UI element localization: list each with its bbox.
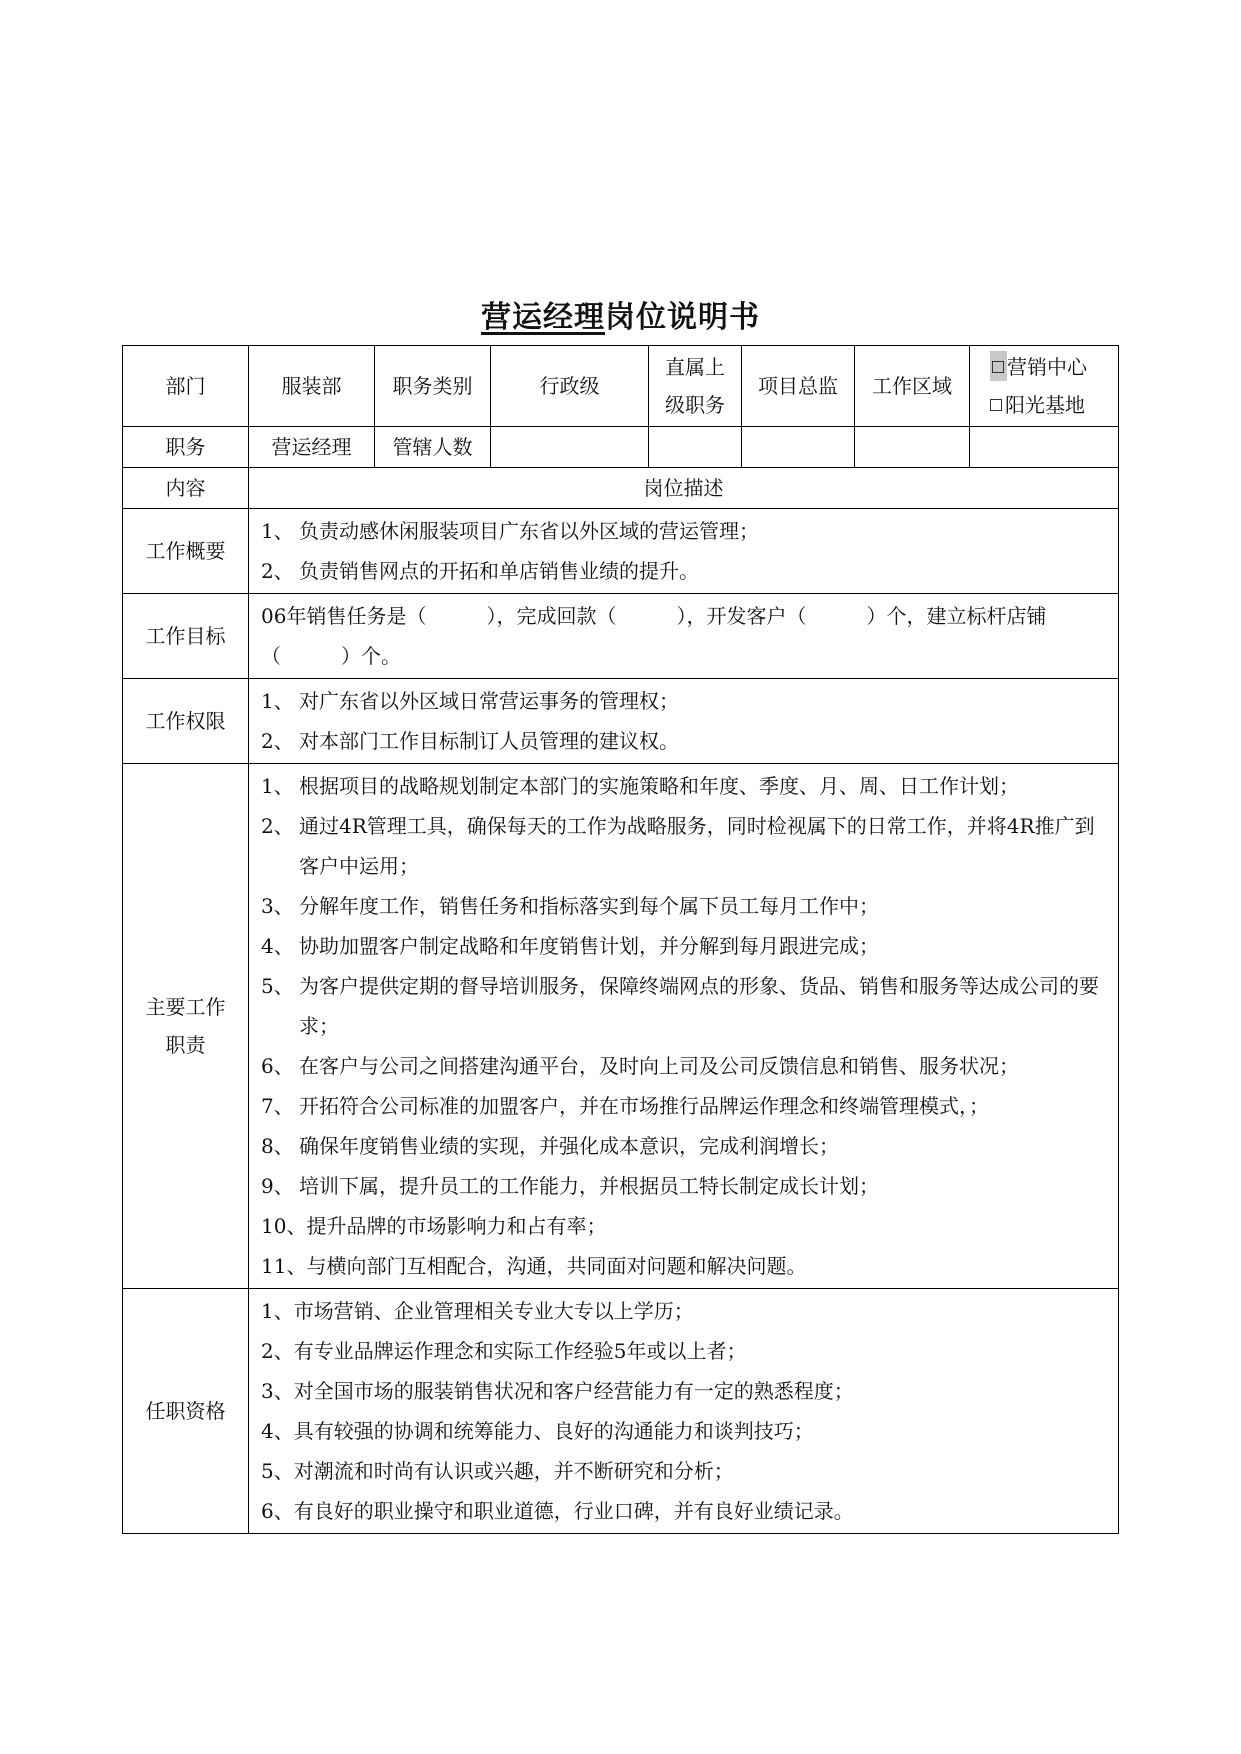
authority-content: [249, 679, 1119, 764]
qualifications-row: [123, 1289, 1119, 1534]
area-option-sunshine-base[interactable]: [990, 386, 1118, 424]
page-title: [0, 292, 1241, 336]
area-option1-label: 营销中心: [1007, 355, 1087, 379]
content-row: [123, 468, 1119, 509]
list-item: 3、对全国市场的服装销售状况和客户经营能力有一定的熟悉程度；: [261, 1379, 854, 1403]
list-item: [261, 886, 1106, 926]
item-text: 对本部门工作目标制订人员管理的建议权。: [299, 729, 679, 753]
title-underlined: 营运经理: [481, 300, 605, 335]
empty-cell: [970, 427, 1119, 468]
duties-label-line2: 职责: [165, 1033, 206, 1057]
dept-value: 服装部: [249, 346, 375, 427]
list-item: [261, 1126, 1106, 1166]
position-label: 职务: [123, 427, 249, 468]
duties-label: [123, 764, 249, 1289]
superior-label: [649, 346, 742, 427]
content-value: 岗位描述: [249, 468, 1119, 509]
item-number: 5、: [261, 974, 294, 998]
authority-label: 工作权限: [123, 679, 249, 764]
item-text: 为客户提供定期的督导培训服务，保障终端网点的形象、货品、销售和服务等达成公司的要求；: [299, 974, 1099, 1038]
item-number: 1、: [261, 519, 294, 543]
checkbox-icon[interactable]: [990, 399, 1002, 411]
category-label: 职务类别: [375, 346, 491, 427]
superior-value: 项目总监: [742, 346, 855, 427]
checkbox-icon[interactable]: [992, 361, 1004, 373]
headcount-value[interactable]: [491, 427, 649, 468]
duties-row: [123, 764, 1119, 1289]
empty-cell: [855, 427, 970, 468]
qualifications-content: [249, 1289, 1119, 1534]
area-option-marketing-center[interactable]: [990, 348, 1118, 386]
item-text: 协助加盟客户制定战略和年度销售计划，并分解到每月跟进完成；: [299, 934, 879, 958]
duties-content: [249, 764, 1119, 1289]
category-value: 行政级: [491, 346, 649, 427]
list-item: 2、有专业品牌运作理念和实际工作经验5年或以上者；: [261, 1339, 747, 1363]
content-label: 内容: [123, 468, 249, 509]
item-text: 在客户与公司之间搭建沟通平台，及时向上司及公司反馈信息和销售、服务状况；: [299, 1054, 1019, 1078]
item-number: 3、: [261, 894, 294, 918]
qualifications-label: 任职资格: [123, 1289, 249, 1534]
item-number: 1、: [261, 774, 294, 798]
list-item: 4、具有较强的协调和统筹能力、良好的沟通能力和谈判技巧；: [261, 1419, 814, 1443]
goals-label: 工作目标: [123, 594, 249, 679]
list-item: [261, 766, 1106, 806]
item-number: 7、: [261, 1094, 294, 1118]
item-text: 根据项目的战略规划制定本部门的实施策略和年度、季度、月、周、日工作计划；: [299, 774, 1019, 798]
area-options: [970, 346, 1119, 427]
title-rest: 岗位说明书: [605, 300, 760, 335]
item-number: 9、: [261, 1174, 294, 1198]
area-option2-label: 阳光基地: [1005, 393, 1085, 417]
list-item: [261, 551, 1106, 591]
item-number: 4、: [261, 934, 294, 958]
superior-label-line1: 直属上: [665, 355, 725, 379]
item-text: 负责销售网点的开拓和单店销售业绩的提升。: [299, 559, 699, 583]
overview-label: 工作概要: [123, 509, 249, 594]
goals-row: [123, 594, 1119, 679]
item-text: 负责动感休闲服装项目广东省以外区域的营运管理；: [299, 519, 759, 543]
overview-content: [249, 509, 1119, 594]
item-text: 开拓符合公司标准的加盟客户，并在市场推行品牌运作理念和终端管理模式，；: [299, 1094, 989, 1118]
list-item: [261, 1046, 1106, 1086]
dept-label: 部门: [123, 346, 249, 427]
goals-content: [249, 594, 1119, 679]
overview-row: [123, 509, 1119, 594]
item-text: 分解年度工作，销售任务和指标落实到每个属下员工每月工作中；: [299, 894, 879, 918]
item-number: 6、: [261, 1054, 294, 1078]
item-text: 培训下属，提升员工的工作能力，并根据员工特长制定成长计划；: [299, 1174, 879, 1198]
item-number: 8、: [261, 1134, 294, 1158]
item-number: 2、: [261, 729, 294, 753]
position-value: 营运经理: [249, 427, 375, 468]
item-text: 对广东省以外区域日常营运事务的管理权；: [299, 689, 679, 713]
empty-cell: [649, 427, 742, 468]
list-item: [261, 681, 1106, 721]
list-item: 5、对潮流和时尚有认识或兴趣，并不断研究和分析；: [261, 1459, 734, 1483]
list-item: 10、提升品牌的市场影响力和占有率；: [261, 1214, 607, 1238]
item-text: 确保年度销售业绩的实现，并强化成本意识，完成利润增长；: [299, 1134, 839, 1158]
list-item: [261, 966, 1106, 1046]
list-item: [261, 926, 1106, 966]
item-text: 通过4R管理工具，确保每天的工作为战略服务，同时检视属下的日常工作，并将4R推广到客户中运用；: [299, 814, 1095, 878]
list-item: [261, 1086, 1106, 1126]
list-item: 11、与横向部门互相配合，沟通，共同面对问题和解决问题。: [261, 1254, 807, 1278]
job-description-table: [122, 345, 1119, 1534]
area-label: 工作区域: [855, 346, 970, 427]
list-item: [261, 511, 1106, 551]
position-row: [123, 427, 1119, 468]
list-item: 1、市场营销、企业管理相关专业大专以上学历；: [261, 1299, 694, 1323]
superior-label-line2: 级职务: [665, 393, 725, 417]
duties-label-line1: 主要工作: [145, 995, 226, 1019]
goals-text: 06年销售任务是（ ），完成回款（ ），开发客户（ ）个，建立标杆店铺（ ）个。: [261, 604, 1047, 668]
list-item: 6、有良好的职业操守和职业道德，行业口碑，并有良好业绩记录。: [261, 1499, 854, 1523]
header-row: [123, 346, 1119, 427]
list-item: [261, 806, 1106, 886]
item-number: 1、: [261, 689, 294, 713]
list-item: [261, 721, 1106, 761]
item-number: 2、: [261, 559, 294, 583]
headcount-label: 管辖人数: [375, 427, 491, 468]
item-number: 2、: [261, 814, 294, 838]
empty-cell: [742, 427, 855, 468]
list-item: [261, 1166, 1106, 1206]
authority-row: [123, 679, 1119, 764]
